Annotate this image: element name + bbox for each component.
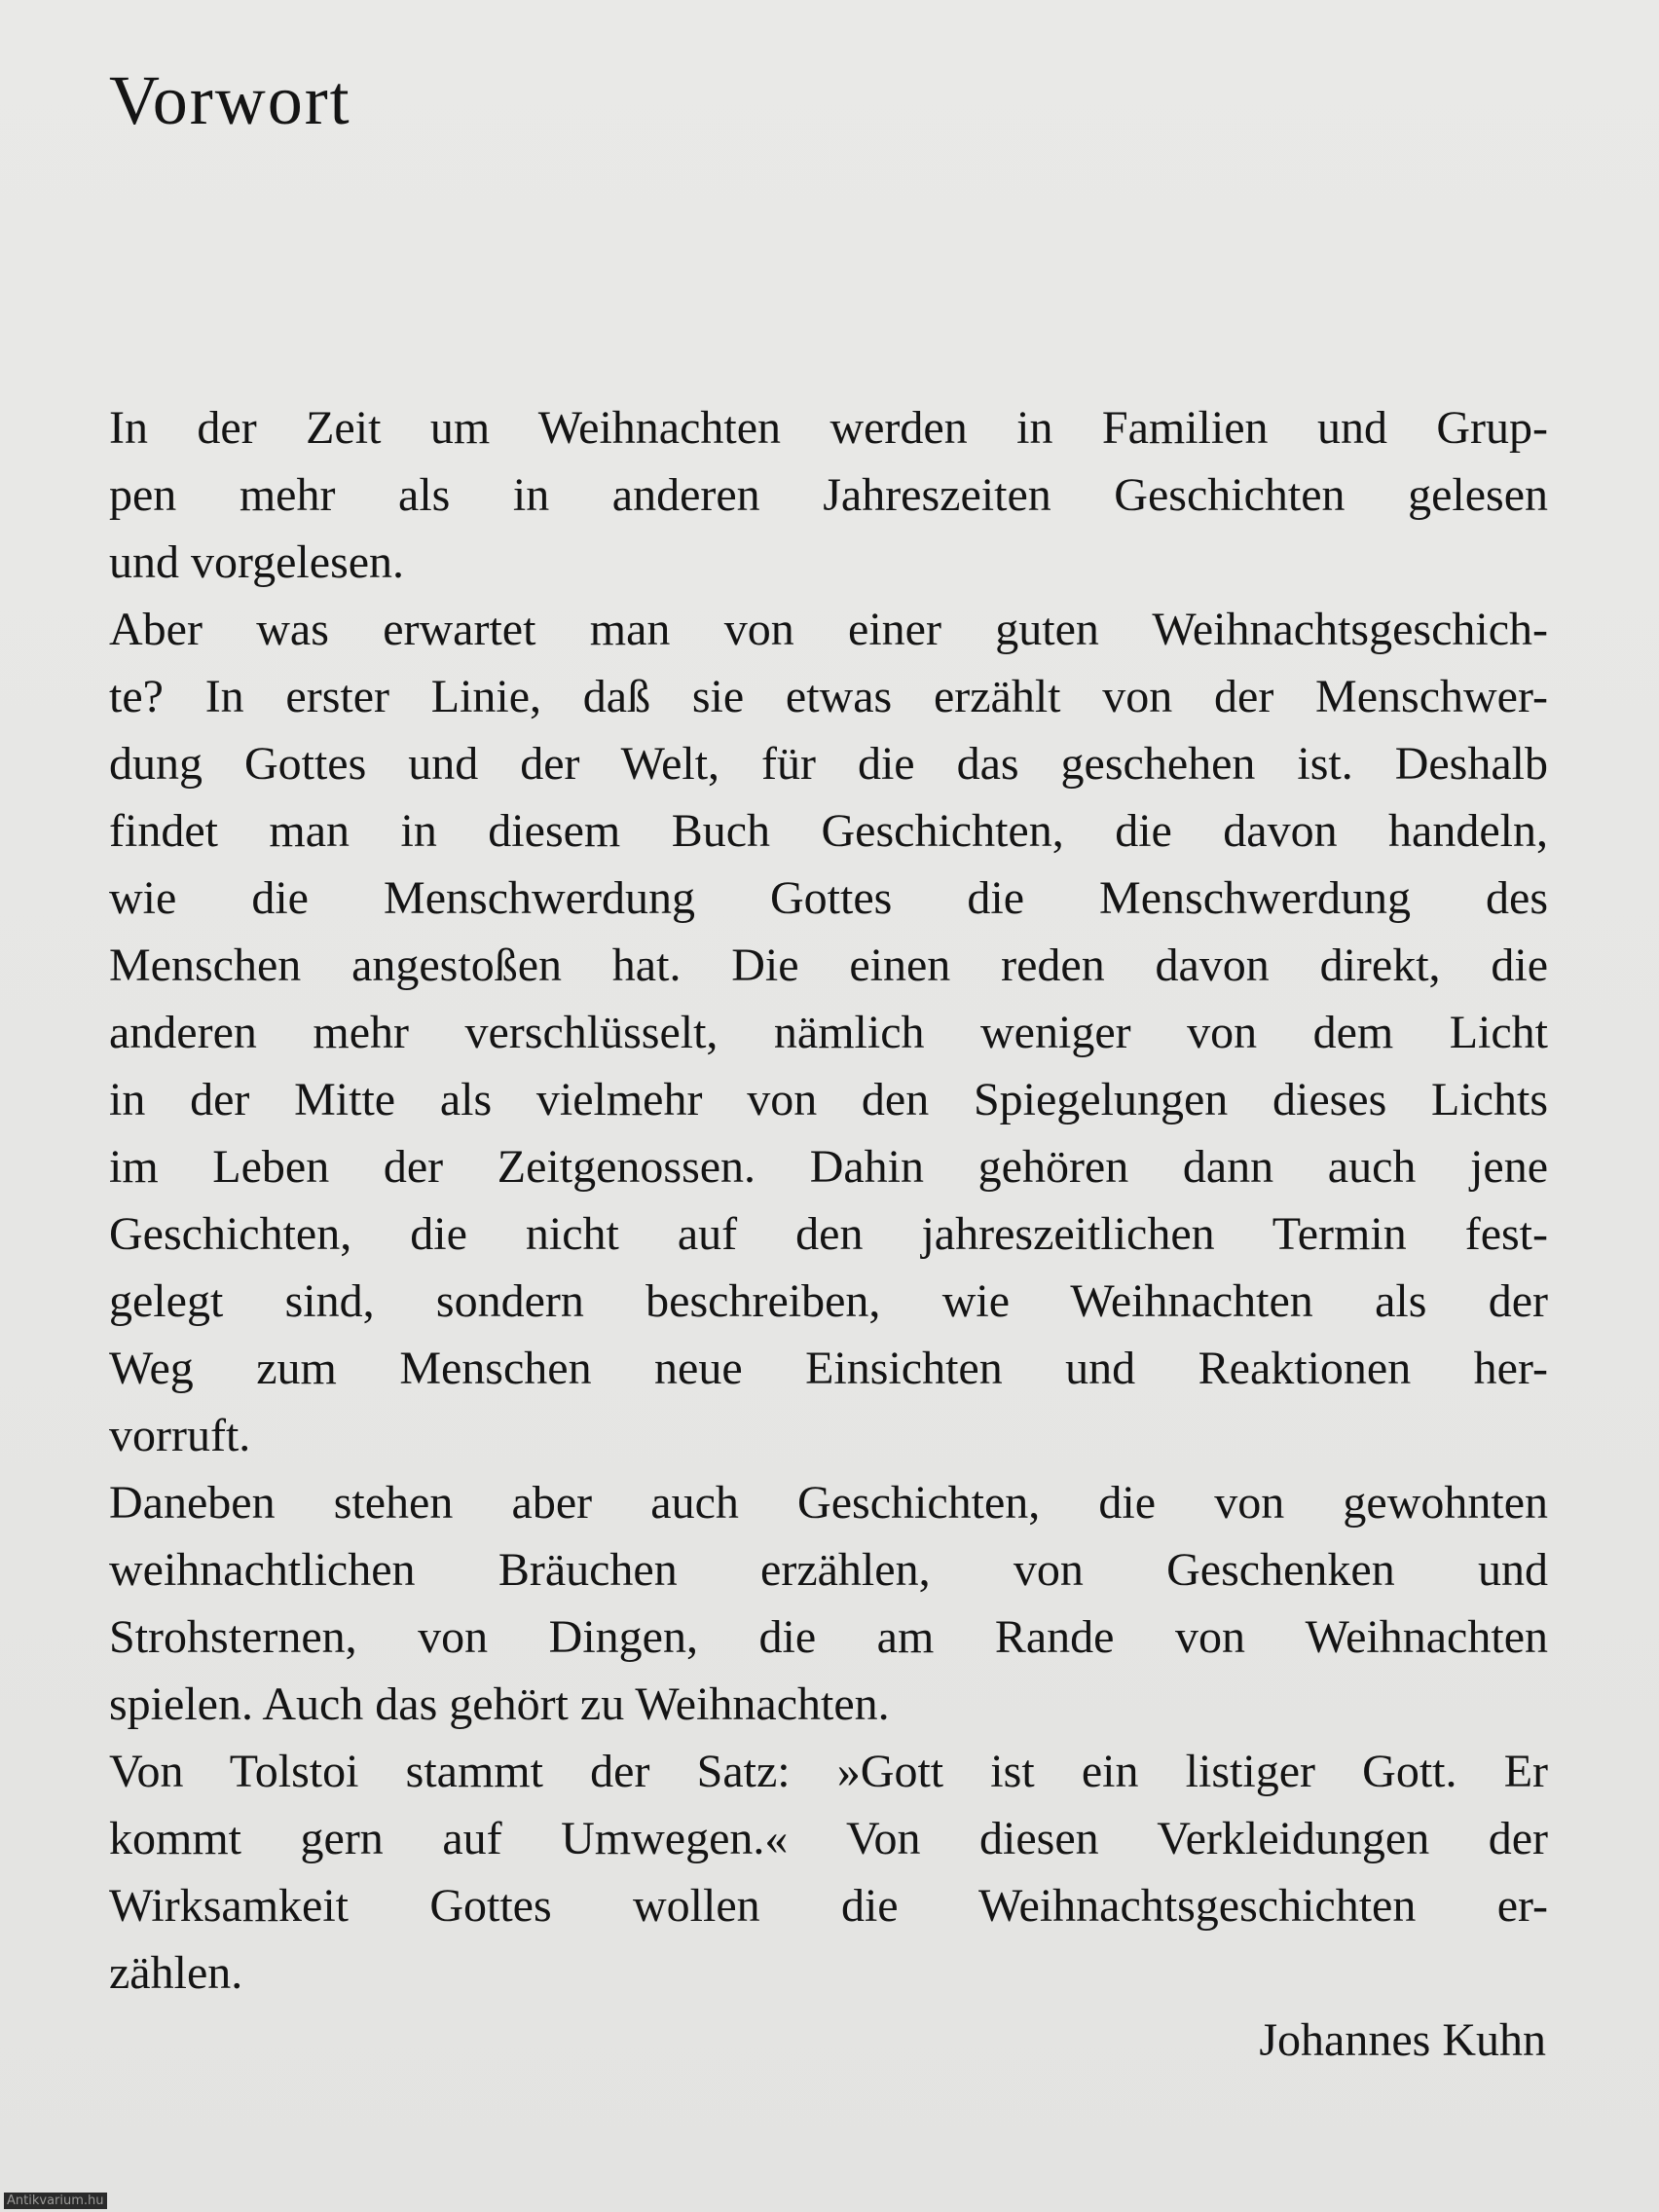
foreword-text (109, 394, 1548, 2074)
page-title: Vorwort (109, 61, 351, 139)
text-line: in der Mitte als vielmehr von den Spiegelungen dieses Lichts (109, 1074, 1548, 1125)
text-line: weihnachtlichen Bräuchen erzählen, von Geschenken und (109, 1544, 1548, 1596)
text-line: Menschen angestoßen hat. Die einen reden davon direkt, die (109, 940, 1548, 991)
text-line: zählen. (109, 1947, 243, 1999)
text-line: In der Zeit um Weihnachten werden in Familien und Grup- (109, 402, 1548, 454)
text-line: Geschichten, die nicht auf den jahreszeitlichen Termin fest- (109, 1208, 1548, 1260)
text-line: te? In erster Linie, daß sie etwas erzählt von der Menschwer- (109, 671, 1548, 722)
text-line: spielen. Auch das gehört zu Weihnachten. (109, 1678, 890, 1730)
text-line: findet man in diesem Buch Geschichten, die davon handeln, (109, 805, 1548, 857)
text-line: Daneben stehen aber auch Geschichten, die von gewohnten (109, 1477, 1548, 1529)
text-line: Strohsternen, von Dingen, die am Rande von Weihnachten (109, 1611, 1548, 1663)
text-line: vorruft. (109, 1410, 251, 1461)
author-signature: Johannes Kuhn (1259, 2014, 1546, 2066)
text-line: pen mehr als in anderen Jahreszeiten Geschichten gelesen (109, 469, 1548, 521)
text-line: anderen mehr verschlüsselt, nämlich weniger von dem Licht (109, 1007, 1548, 1058)
text-line: dung Gottes und der Welt, für die das geschehen ist. Deshalb (109, 738, 1548, 790)
text-line: kommt gern auf Umwegen.« Von diesen Verkleidungen der (109, 1813, 1548, 1864)
text-line: wie die Menschwerdung Gottes die Menschwerdung des (109, 872, 1548, 924)
text-line: Aber was erwartet man von einer guten Weihnachtsgeschich- (109, 604, 1548, 655)
text-line: Von Tolstoi stammt der Satz: »Gott ist ein listiger Gott. Er (109, 1746, 1548, 1797)
text-line: Wirksamkeit Gottes wollen die Weihnachtsgeschichten er- (109, 1880, 1548, 1932)
text-line: gelegt sind, sondern beschreiben, wie Weihnachten als der (109, 1275, 1548, 1327)
text-line: und vorgelesen. (109, 536, 405, 588)
text-line: Weg zum Menschen neue Einsichten und Reaktionen her- (109, 1343, 1548, 1394)
watermark: Antikvarium.hu (4, 2193, 107, 2209)
text-line: im Leben der Zeitgenossen. Dahin gehören dann auch jene (109, 1141, 1548, 1193)
